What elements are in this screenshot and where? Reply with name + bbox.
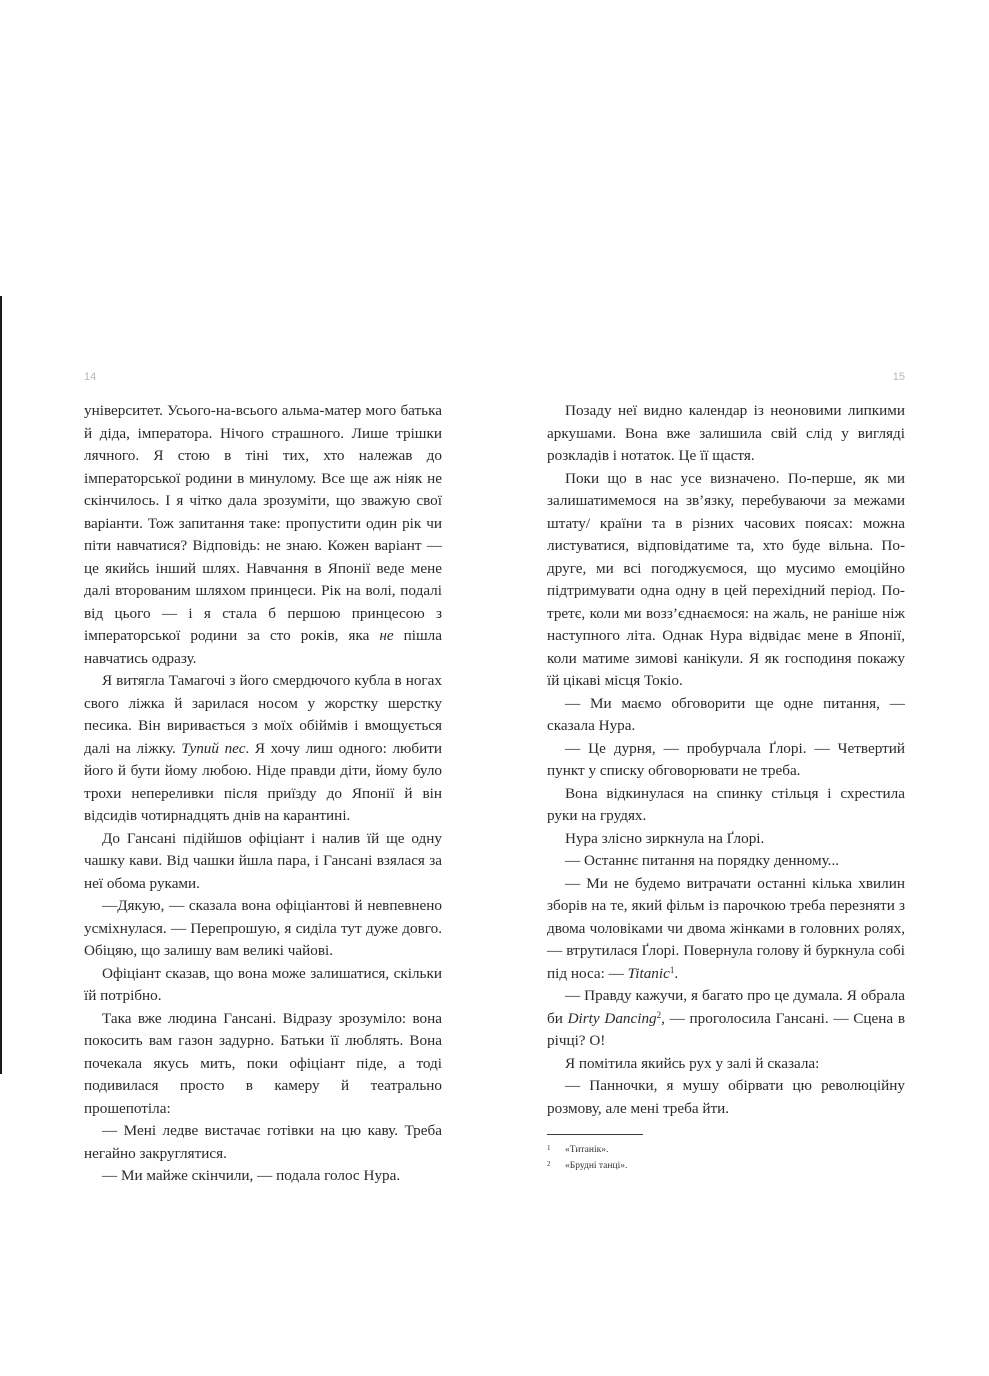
paragraph [547, 783, 905, 828]
paragraph [84, 963, 442, 1008]
text-run: — Ми не будемо витрачати останні кілька хвилин зборів на те, який фільм із парочкою треба перезняти з двома чоловіками чи двома жінками в головних ролях, — втрутилася Ґлорі. Повернула голову й буркнула собі під носа: — [547, 874, 905, 982]
footnotes [547, 1141, 905, 1173]
text-run: пішла навчатись одразу. [84, 627, 442, 667]
text-run: — Останнє питання на порядку денному... [565, 852, 840, 869]
footnote-marker: 2 [547, 1160, 551, 1168]
paragraph [547, 1053, 905, 1076]
text-run: — Мені ледве вистачає готівки на цю каву. Треба негайно закруглятися. [84, 1122, 442, 1162]
paragraph [547, 850, 905, 873]
text-run: — Правду кажучи, я багато про це думала. Я обрала би [547, 987, 905, 1027]
text-run: —Дякую, — сказала вона офіціантові й невпевнено усміхнулася. — Перепрошую, я сиділа тут дуже довго. Обіцяю, що залишу вам великі чайові. [84, 897, 442, 959]
text-run: Нура злісно зиркнула на Ґлорі. [565, 829, 765, 847]
text-run: Офіціант сказав, що вона може залишатися, скільки їй потрібно. [84, 964, 442, 1004]
right-page [547, 368, 905, 1173]
text-run: Я помітила якийсь рух у залі й сказала: [565, 1054, 820, 1072]
italic-text: не [379, 627, 394, 644]
text-run: . [674, 964, 679, 982]
footnote-1 [547, 1141, 905, 1157]
footnote-marker: 1 [547, 1144, 551, 1152]
text-run: — Це дурня, — пробурчала Ґлорі. — Четвертий пункт у списку обговорювати не треба. [547, 739, 905, 779]
text-run: Я витягла Тамагочі з його смердючого кубла в ногах свого ліжка й зарилася носом у жорстку шерстку песика. Він виривається з моїх обіймів і вмощується далі на ліжку. [84, 672, 442, 757]
paragraph [547, 468, 905, 693]
text-run: Така вже людина Гансані. Відразу зрозуміло: вона покосить вам газон задурно. Батьки її люблять. Вона почекала якусь мить, поки офіціант піде, а тоді подивилася просто в камеру й театрально прошепотіла: [84, 1009, 442, 1117]
paragraph [547, 985, 905, 1053]
page-number-right: 15 [892, 371, 905, 383]
page-edge-line [0, 296, 2, 1074]
paragraph [84, 1165, 442, 1188]
text-run: . Я хочу лиш одного: любити його й бути йому любою. Ніде правди діти, йому було трохи непереливки після приїзду до Японії й він відсидів чотирнадцять днів на карантині. [84, 739, 443, 824]
text-run: університет. Усього-на-всього альма-матер мого батька й діда, імператора. Нічого страшного. Лише трішки лячного. Я стою в тіні тих, хто належав до імператорської родини в минулому. Все ще аж ніяк не скінчилось. І я чітко дала зрозуміти, що зважую свої варіанти. Тож запитання таке: пропустити один рік чи піти навчатися? Відповідь: не знаю. Кожен варіант — це якийсь інший шлях. Навчання в Японії веде мене далі второваним шляхом принцеси. Рік на волі, подалі від цього — і я стала б першою принцесою з імператорської родини за сто років, яка [84, 402, 442, 644]
footnote-text: «Титанік». [565, 1145, 609, 1155]
text-run: , — проголосила Гансані. — Сцена в річці? О! [547, 1009, 906, 1049]
italic-text: Titanic [627, 964, 670, 982]
text-run: — Ми маємо обговорити ще одне питання, — сказала Нура. [547, 694, 905, 734]
paragraph [84, 400, 442, 670]
right-page-text [547, 400, 905, 1120]
paragraph [84, 1008, 442, 1121]
italic-text: Dirty Dancing [567, 1009, 657, 1027]
italic-text: Тупий пес [181, 739, 246, 757]
paragraph [84, 1120, 442, 1165]
paragraph [547, 738, 905, 783]
text-run: Позаду неї видно календар із неоновими липкими аркушами. Вона вже залишила свій слід у вигляді розкладів і нотаток. Це її щастя. [547, 402, 905, 464]
left-page-text [84, 400, 442, 1188]
footnote-text: «Брудні танці». [565, 1161, 628, 1171]
paragraph [84, 828, 442, 896]
left-page [84, 368, 442, 1188]
paragraph [547, 693, 905, 738]
paragraph [84, 895, 442, 963]
paragraph [547, 828, 905, 851]
paragraph [547, 400, 905, 468]
footnote-ref: 1 [669, 964, 675, 975]
paragraph [547, 1075, 905, 1120]
page-number-left: 14 [84, 371, 97, 383]
paragraph [84, 670, 442, 828]
footnote-rule [547, 1134, 643, 1135]
footnote-2 [547, 1157, 905, 1173]
footnote-ref: 2 [656, 1009, 662, 1020]
paragraph [547, 873, 905, 986]
text-run: Поки що в нас усе визначено. По-перше, як ми залишатимемося на зв’язку, перебуваючи за межами штату/ країни та в різних часових поясах: можна листуватися, відповідатиме та, хто буде вільна. По-друге, ми всі погоджуємося, що мусимо емоційно підтримувати одна одну в цей перехідний період. По-третє, коли ми возз’єднаємося: на жаль, не раніше ніж наступного літа. Однак Нура відвідає мене в Японії, коли матиме зимові канікули. Я як господиня покажу їй цікаві місця Токіо. [547, 469, 905, 689]
text-run: Вона відкинулася на спинку стільця і схрестила руки на грудях. [547, 784, 905, 824]
text-run: — Панночки, я мушу обірвати цю революційну розмову, але мені треба йти. [547, 1077, 905, 1117]
text-run: — Ми майже скінчили, — подала голос Нура. [102, 1167, 401, 1184]
text-run: До Гансані підійшов офіціант і налив їй ще одну чашку кави. Від чашки йшла пара, і Гансані взялася за неї обома руками. [84, 829, 442, 892]
